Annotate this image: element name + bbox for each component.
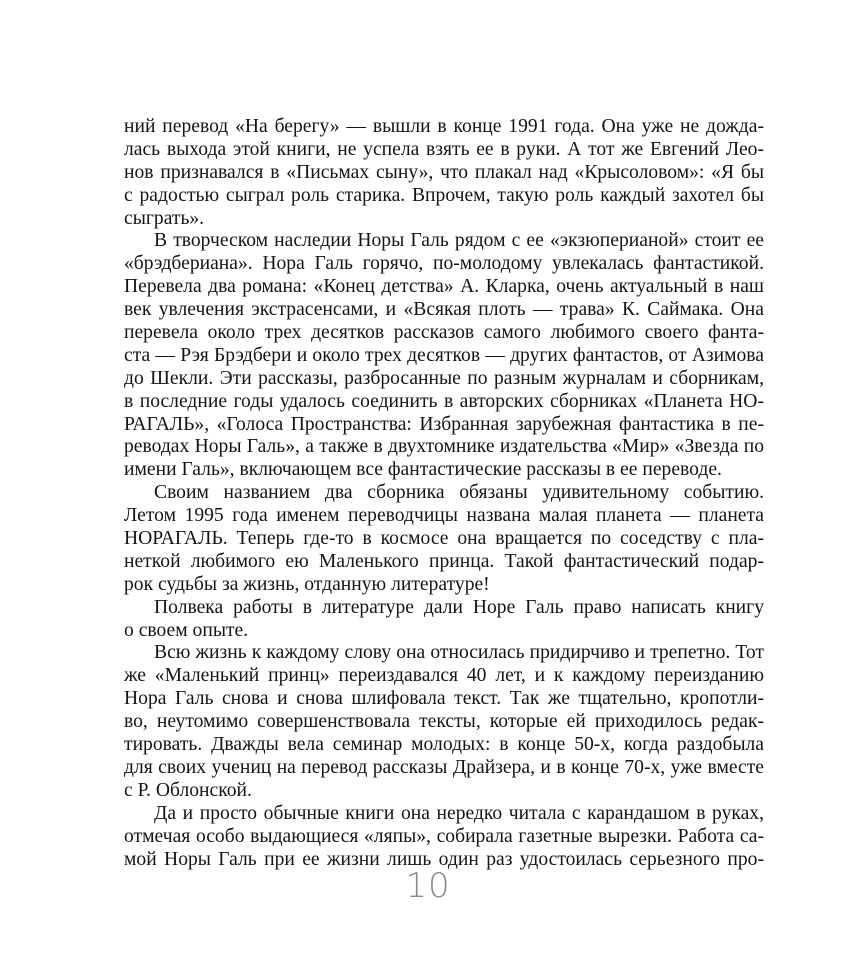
text-line: Летом 1995 года именем переводчицы названа малая планета — планета bbox=[124, 505, 764, 527]
text-line: ста — Рэя Брэдбери и около трех десятков — других фантастов, от Азимова bbox=[124, 344, 764, 366]
text-line: Своим названием два сборника обязаны удивительному событию. bbox=[154, 482, 764, 504]
text-line: Всю жизнь к каждому слову она относилась придирчиво и трепетно. Тот bbox=[154, 642, 764, 664]
page-body bbox=[124, 116, 764, 871]
page-number: 10 bbox=[405, 866, 451, 906]
text-line: Полвека работы в литературе дали Норе Галь право написать книгу bbox=[154, 596, 764, 618]
text-line: с Р. Облонской. bbox=[124, 779, 252, 801]
text-line: век увлечения экстрасенсами, и «Всякая плоть — трава» К. Саймака. Она bbox=[124, 299, 764, 321]
text-line: имени Галь», включающем все фантастические рассказы в ее переводе. bbox=[124, 459, 722, 481]
paragraph bbox=[124, 803, 764, 872]
text-line: до Шекли. Эти рассказы, разбросанные по разным журналам и сборникам, bbox=[124, 367, 764, 389]
text-line: для своих учениц на перевод рассказы Драйзера, и в конце 70-х, уже вместе bbox=[124, 756, 764, 778]
text-line: НОРАГАЛЬ. Теперь где-то в космосе она вращается по соседству с пла- bbox=[124, 528, 764, 550]
text-line: реводах Норы Галь», а также в двухтомнике издательства «Мир» «Звезда по bbox=[124, 436, 764, 458]
text-line: Перевела два романа: «Конец детства» А. Кларка, очень актуальный в наш bbox=[124, 276, 764, 298]
paragraph bbox=[124, 230, 764, 482]
text-line: нов признавался в «Письмах сыну», что плакал над «Крысоловом»: «Я бы bbox=[124, 161, 764, 183]
paragraph bbox=[124, 642, 764, 802]
text-line: о своем опыте. bbox=[124, 619, 249, 641]
text-line: же «Маленький принц» переиздавался 40 лет, и к каждому переизданию bbox=[124, 665, 764, 687]
text-line: РАГАЛЬ», «Голоса Пространства: Избранная зарубежная фантастика в пе- bbox=[124, 413, 764, 435]
text-line: в последние годы удалось соединить в авторских сборниках «Планета НО- bbox=[124, 390, 764, 412]
text-line: сыграть». bbox=[124, 207, 205, 229]
text-line: перевела около трех десятков рассказов самого любимого своего фанта- bbox=[124, 322, 764, 344]
text-line: Да и просто обычные книги она нередко читала с карандашом в руках, bbox=[154, 802, 764, 824]
text-line: рок судьбы за жизнь, отданную литературе! bbox=[124, 573, 490, 595]
text-line: лась выхода этой книги, не успела взять ее в руки. А тот же Евгений Лео- bbox=[124, 138, 764, 160]
text-line: «брэдбериана». Нора Галь горячо, по-молодому увлекалась фантастикой. bbox=[124, 253, 764, 275]
text-line: тировать. Дважды вела семинар молодых: в конце 50-х, когда раздобыла bbox=[124, 734, 764, 756]
text-line: В творческом наследии Норы Галь рядом с ее «экзюпериaной» стоит ее bbox=[154, 230, 764, 252]
paragraph bbox=[124, 116, 764, 230]
text-line: Нора Галь снова и снова шлифовала текст. Так же тщательно, кропотли- bbox=[124, 688, 764, 710]
paragraph bbox=[124, 597, 764, 643]
text-line: ний перевод «На берегу» — вышли в конце 1991 года. Она уже не дожда- bbox=[124, 116, 764, 137]
text-line: неткой любимого ею Маленького принца. Такой фантастический подар- bbox=[124, 550, 764, 572]
paragraph bbox=[124, 482, 764, 596]
text-line: во, неутомимо совершенствовала тексты, которые ей приходилось редак- bbox=[124, 711, 764, 733]
text-line: отмечая особо выдающиеся «ляпы», собирала газетные вырезки. Работа са- bbox=[124, 825, 764, 847]
text-line: мой Норы Галь при ее жизни лишь один раз удостоилась серьезного про- bbox=[124, 848, 764, 870]
text-line: с радостью сыграл роль старика. Впрочем, такую роль каждый захотел бы bbox=[124, 184, 764, 206]
